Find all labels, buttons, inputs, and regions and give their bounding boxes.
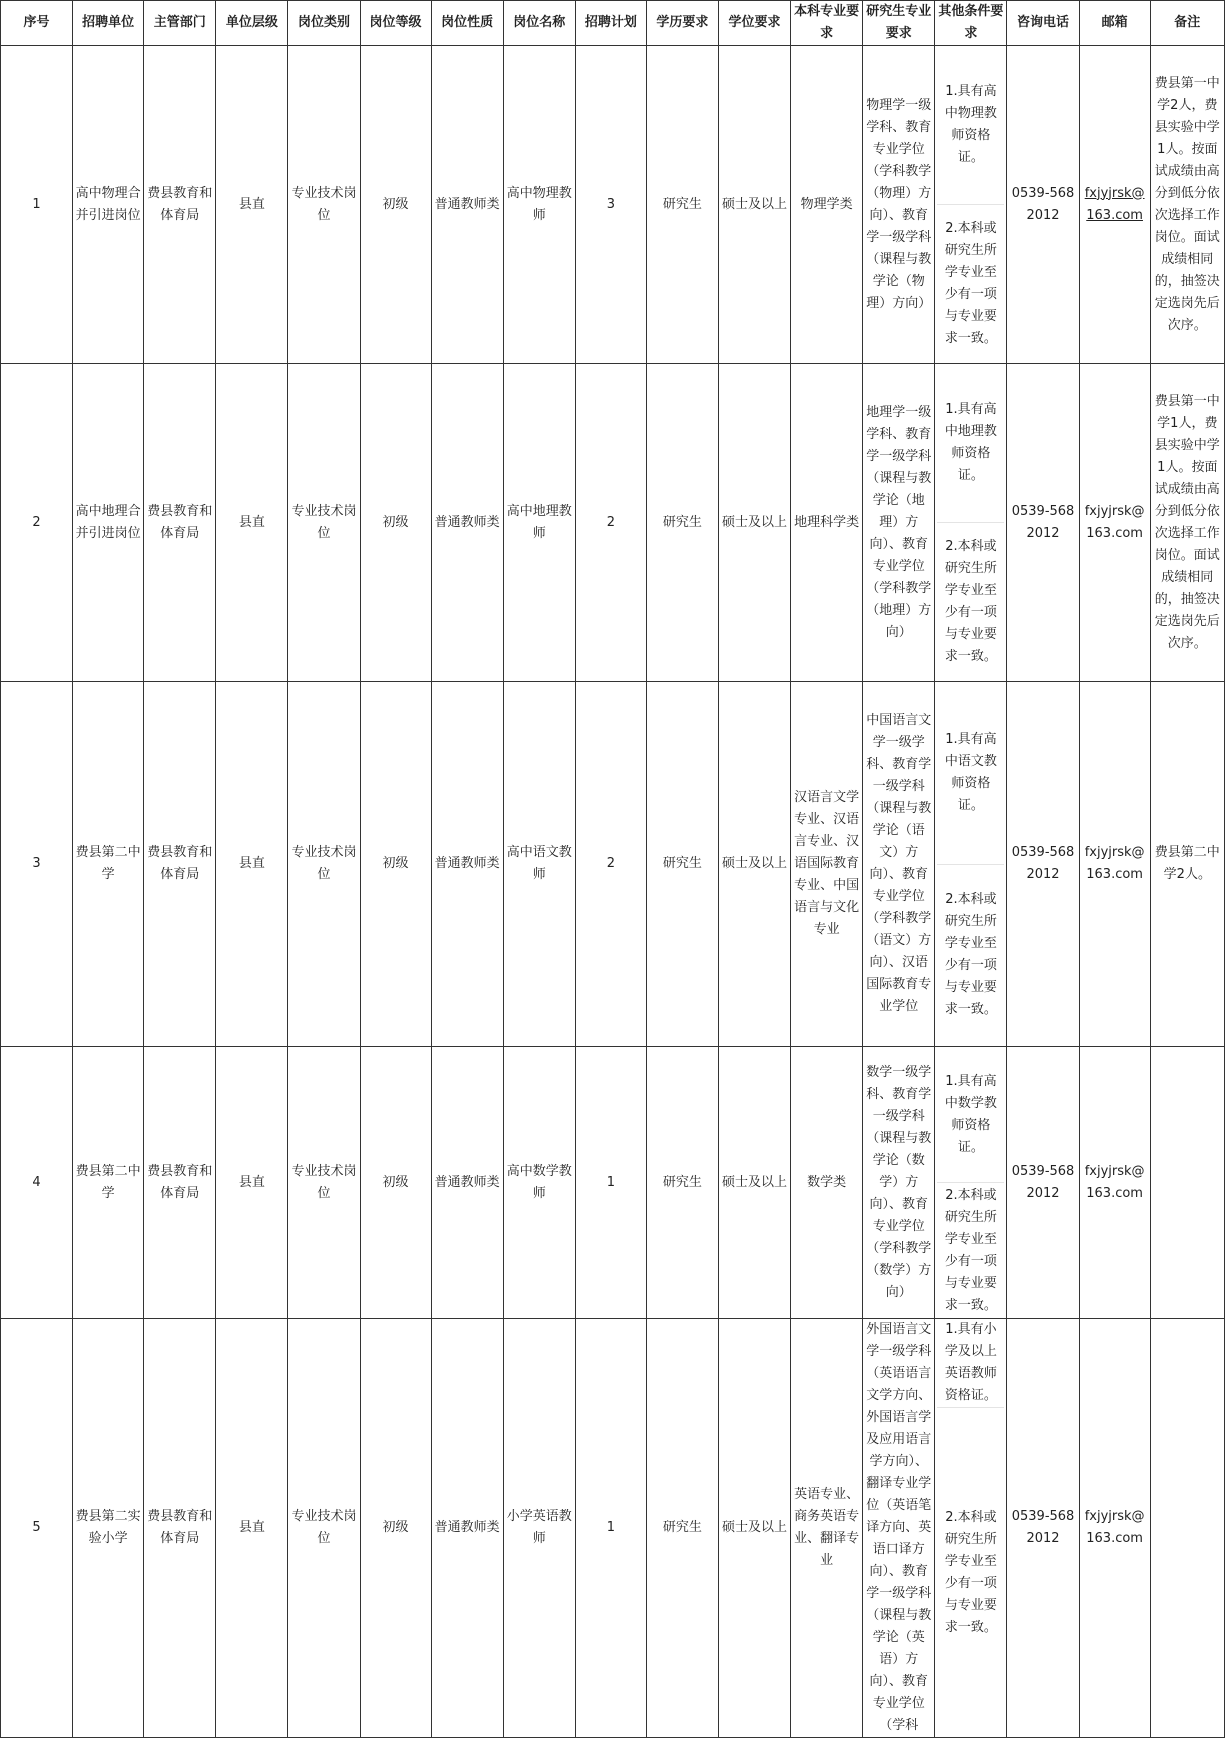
cell-edu: 研究生: [646, 364, 718, 682]
cell-dept: 费县教育和体育局: [144, 682, 216, 1047]
cell-title: 高中地理教师: [503, 364, 575, 682]
col-header-category: 岗位类别: [288, 1, 360, 46]
cell-remark: [1150, 1319, 1224, 1738]
cell-edu: 研究生: [646, 682, 718, 1047]
cell-phone: 0539-5682012: [1007, 364, 1079, 682]
cell-grad: 地理学一级学科、教育学一级学科（课程与教学论（地理）方向）、教育专业学位（学科教学（地理）方向）: [863, 364, 935, 682]
col-header-remark: 备注: [1150, 1, 1224, 46]
cell-degree: 硕士及以上: [718, 1047, 790, 1319]
email-link[interactable]: fxjyjrsk@163.com: [1084, 845, 1145, 882]
condition-1: 1.具有高中地理教师资格证。: [937, 364, 1004, 523]
col-header-grad: 研究生专业要求: [863, 1, 935, 46]
condition-1: 1.具有高中语文教师资格证。: [937, 682, 1004, 865]
col-header-nature: 岗位性质: [431, 1, 503, 46]
cell-title: 高中语文教师: [503, 682, 575, 1047]
cell-email: [1079, 1319, 1150, 1738]
email-link[interactable]: fxjyjrsk@163.com: [1084, 1509, 1145, 1546]
other-conditions: [937, 364, 1004, 681]
cell-degree: 硕士及以上: [718, 1319, 790, 1738]
other-conditions: [937, 1319, 1004, 1737]
cell-undergrad: 汉语言文学专业、汉语言专业、汉语国际教育专业、中国语言与文化专业: [791, 682, 863, 1047]
cell-nature: 普通教师类: [431, 1047, 503, 1319]
table-row: [1, 46, 1225, 364]
table-row: [1, 682, 1225, 1047]
cell-unit: 费县第二中学: [73, 1047, 144, 1319]
cell-plan: 1: [575, 1319, 646, 1738]
col-header-degree: 学位要求: [718, 1, 790, 46]
cell-edu: 研究生: [646, 1319, 718, 1738]
cell-dept: 费县教育和体育局: [144, 1319, 216, 1738]
email-link[interactable]: fxjyjrsk@163.com: [1084, 503, 1145, 541]
col-header-title: 岗位名称: [503, 1, 575, 46]
cell-category: 专业技术岗位: [288, 46, 360, 364]
col-header-dept: 主管部门: [144, 1, 216, 46]
cell-other: [935, 46, 1007, 364]
cell-nature: 普通教师类: [431, 364, 503, 682]
cell-phone: 0539-5682012: [1007, 682, 1079, 1047]
cell-dept: 费县教育和体育局: [144, 1047, 216, 1319]
col-header-unit: 招聘单位: [73, 1, 144, 46]
cell-other: [935, 1047, 1007, 1319]
cell-grade: 初级: [360, 364, 431, 682]
cell-level: 县直: [216, 1319, 288, 1738]
cell-phone: 0539-5682012: [1007, 46, 1079, 364]
col-header-edu: 学历要求: [646, 1, 718, 46]
other-conditions: [937, 1047, 1004, 1318]
condition-2: 2.本科或研究生所学专业至少有一项与专业要求一致。: [944, 1187, 997, 1313]
cell-phone: 0539-5682012: [1007, 1047, 1079, 1319]
cell-grad: 数学一级学科、教育学一级学科（课程与教学论（数学）方向）、教育专业学位（学科教学（数学）方向）: [863, 1047, 935, 1319]
cell-grade: 初级: [360, 1047, 431, 1319]
cell-nature: 普通教师类: [431, 1319, 503, 1738]
col-header-grade: 岗位等级: [360, 1, 431, 46]
col-header-plan: 招聘计划: [575, 1, 646, 46]
condition-2: 2.本科或研究生所学专业至少有一项与专业要求一致。: [944, 892, 997, 1018]
cell-level: 县直: [216, 1047, 288, 1319]
cell-title: 高中物理教师: [503, 46, 575, 364]
cell-unit: 高中地理合并引进岗位: [73, 364, 144, 682]
condition-2: 2.本科或研究生所学专业至少有一项与专业要求一致。: [944, 539, 997, 664]
cell-remark: 费县第二中学2人。: [1150, 682, 1224, 1047]
cell-title: 小学英语教师: [503, 1319, 575, 1738]
cell-undergrad: 英语专业、商务英语专业、翻译专业: [791, 1319, 863, 1738]
condition-2: 2.本科或研究生所学专业至少有一项与专业要求一致。: [944, 1509, 997, 1635]
cell-unit: 高中物理合并引进岗位: [73, 46, 144, 364]
condition-1: 1.具有小学及以上英语教师资格证。: [937, 1319, 1004, 1408]
cell-undergrad: 数学类: [791, 1047, 863, 1319]
cell-seq: 1: [1, 46, 73, 364]
other-conditions: [937, 682, 1004, 1046]
cell-email: [1079, 1047, 1150, 1319]
cell-grade: 初级: [360, 46, 431, 364]
cell-plan: 2: [575, 682, 646, 1047]
cell-unit: 费县第二中学: [73, 682, 144, 1047]
email-link[interactable]: fxjyjrsk@163.com: [1084, 1163, 1145, 1201]
cell-other: [935, 364, 1007, 682]
col-header-level: 单位层级: [216, 1, 288, 46]
col-header-seq: 序号: [1, 1, 73, 46]
cell-nature: 普通教师类: [431, 682, 503, 1047]
cell-plan: 1: [575, 1047, 646, 1319]
cell-level: 县直: [216, 46, 288, 364]
cell-level: 县直: [216, 364, 288, 682]
cell-seq: 2: [1, 364, 73, 682]
other-conditions: [937, 46, 1004, 363]
table-row: [1, 1319, 1225, 1738]
cell-category: 专业技术岗位: [288, 364, 360, 682]
cell-unit: 费县第二实验小学: [73, 1319, 144, 1738]
cell-category: 专业技术岗位: [288, 1047, 360, 1319]
cell-undergrad: 地理科学类: [791, 364, 863, 682]
cell-grad: 中国语言文学一级学科、教育学一级学科（课程与教学论（语文）方向）、教育专业学位（学科教学（语文）方向）、汉语国际教育专业学位: [863, 682, 935, 1047]
cell-plan: 3: [575, 46, 646, 364]
cell-dept: 费县教育和体育局: [144, 46, 216, 364]
cell-other: [935, 682, 1007, 1047]
cell-remark: 费县第一中学1人，费县实验中学1人。按面试成绩由高分到低分依次选择工作岗位。面试成绩相同的，抽签决定选岗先后次序。: [1150, 364, 1224, 682]
col-header-phone: 咨询电话: [1007, 1, 1079, 46]
condition-1: 1.具有高中数学教师资格证。: [937, 1047, 1004, 1183]
cell-title: 高中数学教师: [503, 1047, 575, 1319]
cell-level: 县直: [216, 682, 288, 1047]
condition-2: 2.本科或研究生所学专业至少有一项与专业要求一致。: [944, 221, 997, 346]
email-link[interactable]: fxjyjrsk@163.com: [1084, 185, 1145, 223]
cell-remark: [1150, 1047, 1224, 1319]
header-row: [1, 1, 1225, 46]
cell-phone: 0539-5682012: [1007, 1319, 1079, 1738]
table-row: [1, 1047, 1225, 1319]
cell-grad: 外国语言文学一级学科（英语语言文学方向、外国语言学及应用语言学方向）、翻译专业学位（英语笔译方向、英语口译方向）、教育学一级学科（课程与教学论（英语）方向）、教育专业学位（学科: [863, 1319, 935, 1738]
cell-grade: 初级: [360, 682, 431, 1047]
cell-nature: 普通教师类: [431, 46, 503, 364]
cell-grad: 物理学一级学科、教育专业学位（学科教学（物理）方向）、教育学一级学科（课程与教学论（物理）方向）: [863, 46, 935, 364]
cell-degree: 硕士及以上: [718, 682, 790, 1047]
cell-degree: 硕士及以上: [718, 46, 790, 364]
cell-plan: 2: [575, 364, 646, 682]
cell-seq: 4: [1, 1047, 73, 1319]
cell-remark: 费县第一中学2人，费县实验中学1人。按面试成绩由高分到低分依次选择工作岗位。面试成绩相同的，抽签决定选岗先后次序。: [1150, 46, 1224, 364]
cell-dept: 费县教育和体育局: [144, 364, 216, 682]
cell-email: [1079, 364, 1150, 682]
cell-other: [935, 1319, 1007, 1738]
cell-seq: 3: [1, 682, 73, 1047]
cell-undergrad: 物理学类: [791, 46, 863, 364]
col-header-other: 其他条件要求: [935, 1, 1007, 46]
table-row: [1, 364, 1225, 682]
cell-email: [1079, 46, 1150, 364]
col-header-email: 邮箱: [1079, 1, 1150, 46]
cell-category: 专业技术岗位: [288, 682, 360, 1047]
cell-category: 专业技术岗位: [288, 1319, 360, 1738]
cell-edu: 研究生: [646, 1047, 718, 1319]
condition-1: 1.具有高中物理教师资格证。: [937, 46, 1004, 205]
cell-seq: 5: [1, 1319, 73, 1738]
col-header-undergrad: 本科专业要求: [791, 1, 863, 46]
cell-grade: 初级: [360, 1319, 431, 1738]
cell-degree: 硕士及以上: [718, 364, 790, 682]
cell-edu: 研究生: [646, 46, 718, 364]
cell-email: [1079, 682, 1150, 1047]
